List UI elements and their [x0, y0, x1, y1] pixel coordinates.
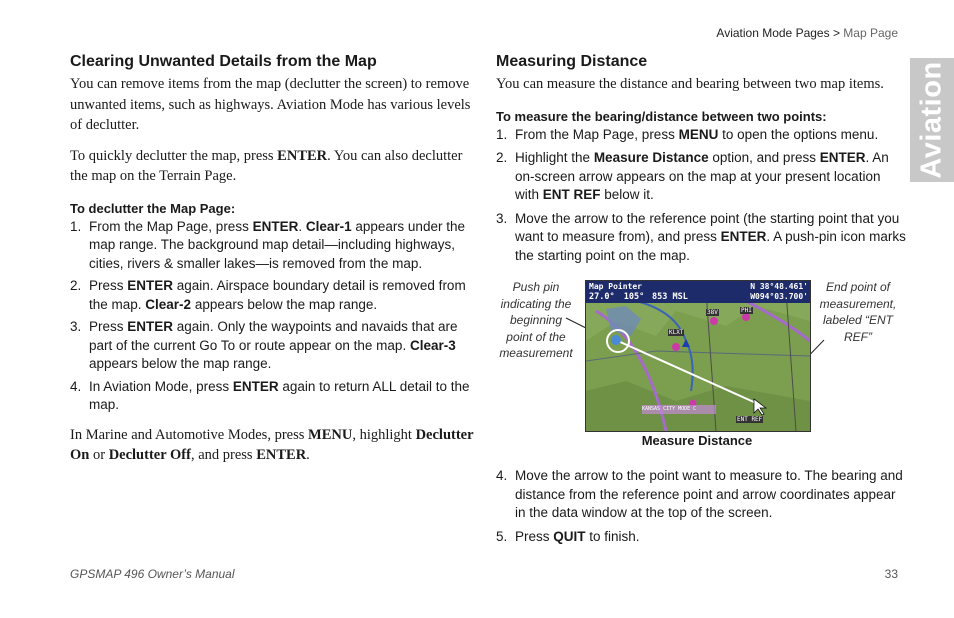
measure-subheading: To measure the bearing/distance between two points: — [496, 108, 827, 124]
bearing-unit: ° — [609, 292, 615, 302]
text: Highlight the — [515, 150, 594, 165]
option-declutter-off: Declutter Off — [108, 447, 191, 463]
text: To quickly declutter the map, press — [70, 147, 278, 164]
text: Press — [515, 528, 554, 544]
text: appears under the map range. The background map detail—including highways, cities, rivers & smaller lakes—is removed from the map. — [89, 218, 465, 271]
key: ENTER — [252, 218, 299, 234]
footer-page-number: 33 — [884, 567, 898, 581]
waypoint-label: PHI — [741, 307, 752, 314]
text: , highlight — [352, 426, 416, 443]
option-declutter-on: Declutter On — [70, 426, 474, 463]
text: . An on-screen arrow appears on the map at your present location with — [515, 150, 889, 202]
text: In Aviation Mode, press — [89, 378, 233, 394]
text: Move the arrow to the reference point (the starting point that you want to measure from), and press — [515, 210, 900, 244]
footer-manual-title: GPSMAP 496 Owner’s Manual — [70, 567, 235, 581]
key: QUIT — [553, 528, 586, 544]
step — [70, 218, 475, 274]
step-number: 2. — [70, 278, 82, 293]
declutter-quick-paragraph — [70, 146, 475, 187]
breadcrumb-section: Aviation Mode Pages — [716, 26, 830, 40]
caption-push-pin: Push pin indicating the beginning point of the measurement — [499, 280, 573, 360]
step-number: 4. — [496, 468, 508, 483]
step — [496, 528, 906, 547]
caption-end-point: End point of measurement, labeled “ENT REF” — [819, 280, 897, 344]
waypoint-label: KLXT — [669, 329, 684, 336]
text: or — [89, 447, 109, 463]
text: . You can also declutter the map on the Terrain Page. — [70, 147, 463, 184]
step-number: 1. — [496, 126, 508, 142]
map-screenshot — [585, 280, 811, 432]
map-title: Map Pointer — [589, 282, 642, 291]
step-number: 3. — [496, 210, 508, 226]
text: option, and press — [708, 150, 820, 165]
breadcrumb-separator: > — [832, 26, 840, 40]
key-enter: ENTER — [256, 447, 307, 463]
text: From the Map Page, press — [515, 126, 679, 142]
step — [496, 126, 906, 145]
longitude: W094°03.700' — [750, 292, 808, 301]
declutter-intro: You can remove items from the map (declutter the screen) to remove unwanted items, such as highways. Aviation Mode has various levels of declutter. — [70, 76, 471, 133]
text: again. Airspace boundary detail is removed from the map. — [89, 278, 466, 312]
text: to finish. — [585, 528, 640, 544]
figure-caption: Measure Distance — [641, 433, 753, 448]
measure-steps-bottom — [496, 467, 906, 546]
airspace-label: KANSAS CITY MODE C — [642, 406, 697, 412]
section-title-measure: Measuring Distance — [496, 53, 648, 70]
text: In Marine and Automotive Modes, press — [70, 426, 309, 443]
text: , and press — [190, 447, 257, 463]
step-number: 3. — [70, 319, 82, 334]
text: appears below the map range. — [191, 296, 378, 312]
text: From the Map Page, press — [89, 218, 253, 234]
step-number: 5. — [496, 528, 508, 544]
key: ENTER — [127, 278, 174, 293]
text: Move the arrow to the point want to measure to. The bearing and distance from the reference point and arrow coordinates appear in the data window at the top of the screen. — [515, 468, 903, 520]
step — [70, 318, 475, 374]
left-column — [70, 53, 475, 466]
altitude-value: 853 — [652, 292, 668, 302]
step — [70, 277, 475, 314]
marine-auto-paragraph — [70, 425, 475, 466]
right-column — [496, 53, 906, 265]
distance-unit: ° — [639, 292, 645, 302]
text: below it. — [600, 187, 654, 202]
text: . A push-pin icon marks the starting point on the map. — [515, 229, 906, 263]
step-number: 4. — [70, 378, 82, 394]
step — [496, 149, 906, 205]
latitude: N 38°48.461' — [750, 282, 808, 291]
map-coordinates — [750, 282, 808, 302]
text: . — [306, 447, 310, 463]
step-number: 2. — [496, 150, 508, 165]
step-number: 1. — [70, 218, 82, 234]
map-altitude — [652, 292, 688, 302]
altitude-unit: MSL — [672, 292, 688, 302]
ent-ref-label: ENT REF — [737, 416, 763, 423]
key: Clear-2 — [145, 296, 192, 312]
text: again. Only the waypoints and navaids that are part of the current Go To or route appear on the map. — [89, 319, 458, 353]
measure-intro: You can measure the distance and bearing between two map items. — [496, 76, 884, 92]
step — [70, 378, 475, 415]
breadcrumb — [716, 26, 898, 40]
step — [496, 210, 906, 266]
breadcrumb-current: Map Page — [843, 26, 898, 40]
text: appears below the map range. — [89, 356, 272, 371]
side-tab-label: Aviation — [915, 61, 948, 179]
key: ENTER — [720, 229, 767, 244]
waypoint-label: 38V — [707, 309, 718, 316]
distance-value: 105 — [623, 292, 640, 302]
text: to open the options menu. — [718, 126, 879, 142]
text: Press — [89, 278, 128, 293]
bearing-value: 27.0 — [589, 292, 610, 302]
measure-steps-top — [496, 126, 906, 266]
side-tab — [910, 58, 954, 182]
map-canvas — [586, 281, 810, 431]
text: . — [298, 218, 306, 234]
key-menu: MENU — [308, 426, 353, 443]
key: ENTER — [127, 319, 174, 334]
map-bearing — [589, 292, 644, 302]
step — [496, 467, 906, 523]
key: Clear-3 — [409, 337, 456, 353]
option: Measure Distance — [593, 150, 709, 165]
text: again to return ALL detail to the map. — [89, 378, 470, 412]
key-enter: ENTER — [277, 147, 328, 164]
section-title-declutter: Clearing Unwanted Details from the Map — [70, 53, 377, 70]
label: ENT REF — [542, 187, 601, 202]
declutter-subheading: To declutter the Map Page: — [70, 200, 236, 216]
key: MENU — [678, 126, 719, 142]
key: ENTER — [232, 378, 279, 394]
text: Press — [89, 319, 128, 334]
key: ENTER — [819, 150, 866, 165]
declutter-steps — [70, 218, 475, 415]
key: Clear-1 — [305, 218, 352, 234]
